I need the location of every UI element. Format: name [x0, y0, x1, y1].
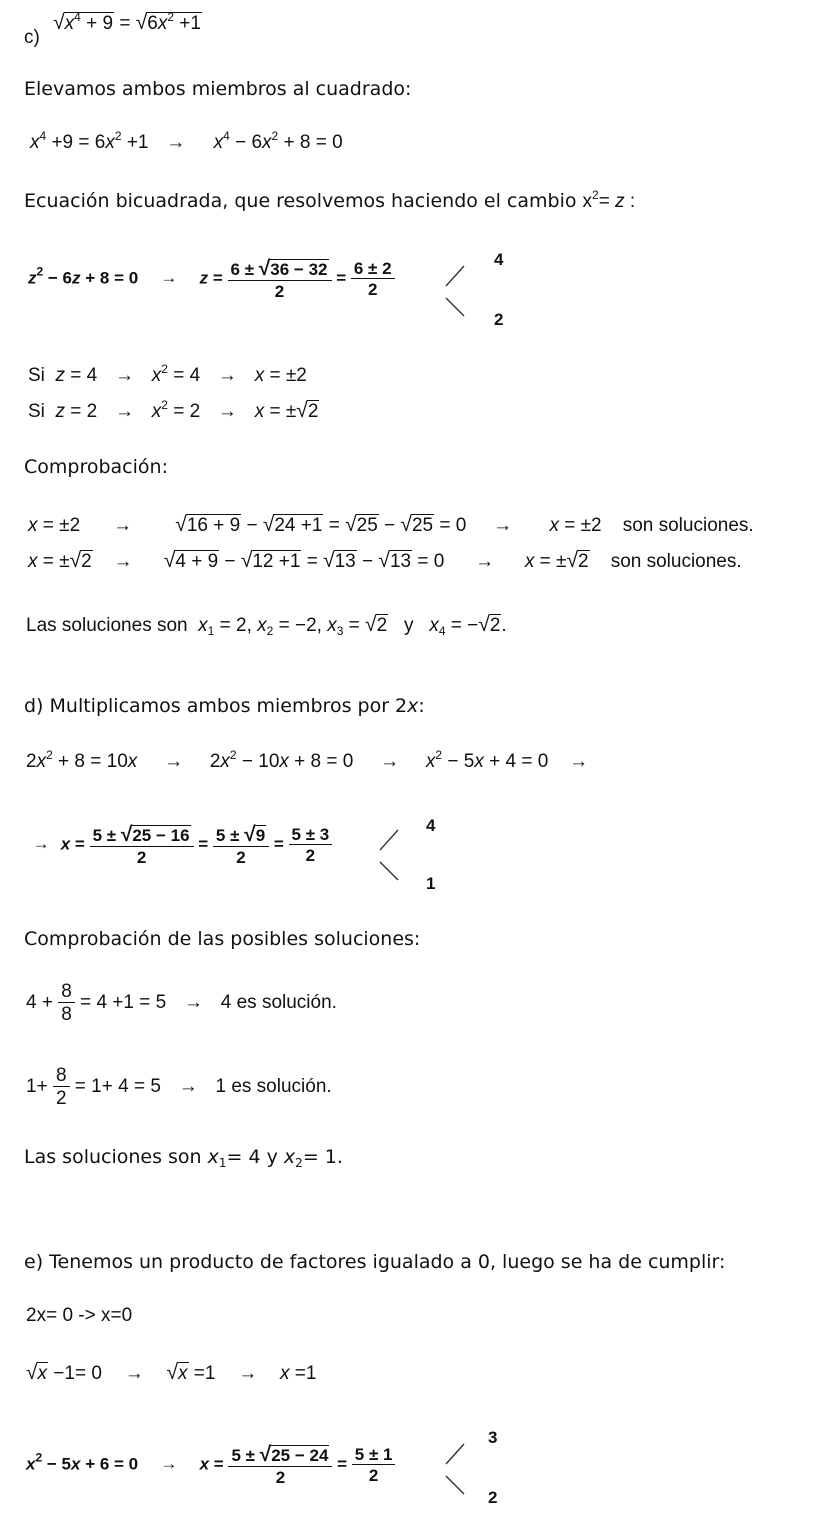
check-x-1-result: 1 es solución.: [215, 1076, 332, 1098]
branch-value-top: 4: [494, 250, 504, 269]
section-c-header: [24, 10, 202, 48]
branch-icon: [444, 1440, 468, 1496]
section-e-title: e) Tenemos un producto de factores igualado a 0, luego se ha de cumplir:: [24, 1251, 726, 1273]
section-c-check-title: Comprobación:: [24, 456, 168, 478]
arrow-icon: →: [166, 132, 186, 153]
equation-c-original: $√x^4 + 9 = √6x^2 +1$: [53, 10, 201, 34]
branch-icon: [444, 262, 468, 318]
section-d-title-end: :: [418, 695, 425, 717]
branch-value-bottom: 1: [426, 874, 436, 893]
sqrt-fraction: $\frac{5 \pm √9}{2}$: [213, 824, 269, 866]
branch-icon: [378, 826, 402, 882]
check-x-pm2: x = ±2 → √16 + 9 − √24 +1 = √25 − √25 = 0 → x = ±2 son soluciones.: [28, 513, 754, 536]
equation-d-quadratic: → x = $\frac{5 \pm √25 - 16}{2}$ = $\frac{5 \pm √9}{2}$ = $\frac{5 \pm 3}{2}$: [26, 824, 332, 866]
simplified-fraction: $\frac{5 \pm 3}{2}$: [289, 826, 333, 864]
section-c-step2-label: Ecuación bicuadrada, que resolvemos haciendo el cambio: [24, 190, 577, 212]
quadratic-formula-fraction: $\frac{5 \pm √25 - 16}{2}$: [90, 824, 194, 866]
section-c-step1-text: Elevamos ambos miembros al cuadrado:: [24, 78, 412, 100]
simplified-fraction: $\frac{5 \pm 1}{2}$: [352, 1446, 396, 1484]
branch-value-bottom: 2: [494, 310, 504, 329]
equation-e-factor2: √x −1= 0 → √x =1 → x =1: [26, 1361, 317, 1384]
section-c-step2-text: [24, 188, 636, 212]
branch-value-bottom: 2: [488, 1488, 498, 1507]
check-x-1: 1+ $\frac{8}{2}$ = 1+ 4 = 5 → 1 es solución.: [26, 1065, 332, 1109]
section-d-solutions: Las soluciones son $x_1= 4$ y $x_2= 1$.: [24, 1146, 343, 1170]
check-x-pmsqrt2-result: son soluciones.: [610, 551, 742, 572]
equation-c-squared: $x^4 +9 = 6x^2 +1$ → $x^4 - 6x^2 + 8 = 0$: [30, 129, 343, 153]
section-d-check-title: Comprobación de las posibles soluciones:: [24, 928, 421, 950]
change-variable: $x^2= z$ :: [582, 188, 636, 212]
branch-value-top: 3: [488, 1428, 498, 1447]
simplified-fraction: $\frac{6 \pm 2}{2}$: [351, 260, 395, 298]
section-d-title: [24, 697, 425, 716]
check-x-pmsqrt2: x = ±√2 → √4 + 9 − √12 +1 = √13 − √13 = 0 → x = ±√2 son soluciones.: [28, 549, 742, 572]
section-c-solutions: Las soluciones son $x_1 = 2$, $x_2 = -2$, $x_3 = √2$ y $x_4 = -√2$.: [26, 613, 507, 638]
case-z-4: Si $z = 4 \to x^2 = 4 \to x = \pm 2$: [28, 362, 307, 386]
equation-d-rearranged: $2x^2 + 8 = 10x \to 2x^2 - 10x + 8 = 0 \to x^2 - 5x + 4 = 0$ →: [26, 748, 589, 772]
quadratic-formula-fraction: $\frac{6 \pm √36 - 32}{2}$: [228, 258, 332, 300]
arrow-icon: →: [160, 268, 178, 288]
equation-e-factor1: 2x= 0 -> x=0: [26, 1305, 133, 1326]
check-x-pm2-result: son soluciones.: [622, 515, 754, 536]
branch-value-top: 4: [426, 816, 436, 835]
section-d-solutions-label: Las soluciones son: [24, 1146, 202, 1168]
check-x-4: 4 + $\frac{8}{8}$ = 4 +1 = 5 → 4 es solución.: [26, 981, 337, 1025]
equation-e-quadratic: $x^2 - 5x + 6 = 0 \to x$ = $\frac{5 \pm √25 - 24}{2}$ = $\frac{5 \pm 1}{2}$: [26, 1444, 395, 1486]
section-d-title-var: x: [407, 695, 419, 717]
section-c-label: c): [24, 27, 40, 48]
section-c-solutions-label: Las soluciones son: [26, 615, 188, 636]
check-x-4-result: 4 es solución.: [220, 992, 337, 1014]
quadratic-formula-fraction: $\frac{5 \pm √25 - 24}{2}$: [228, 1444, 332, 1486]
section-d-title-text: d) Multiplicamos ambos miembros por 2: [24, 695, 408, 717]
equation-c-quadratic-z: $z^2 - 6z + 8 = 0 \to z$ = $\frac{6 \pm √36 - 32}{2}$ = $\frac{6 \pm 2}{2}$: [28, 258, 395, 300]
case-z-2: Si $z = 2 \to x^2 = 2 \to x = \pm√2$: [28, 398, 319, 422]
